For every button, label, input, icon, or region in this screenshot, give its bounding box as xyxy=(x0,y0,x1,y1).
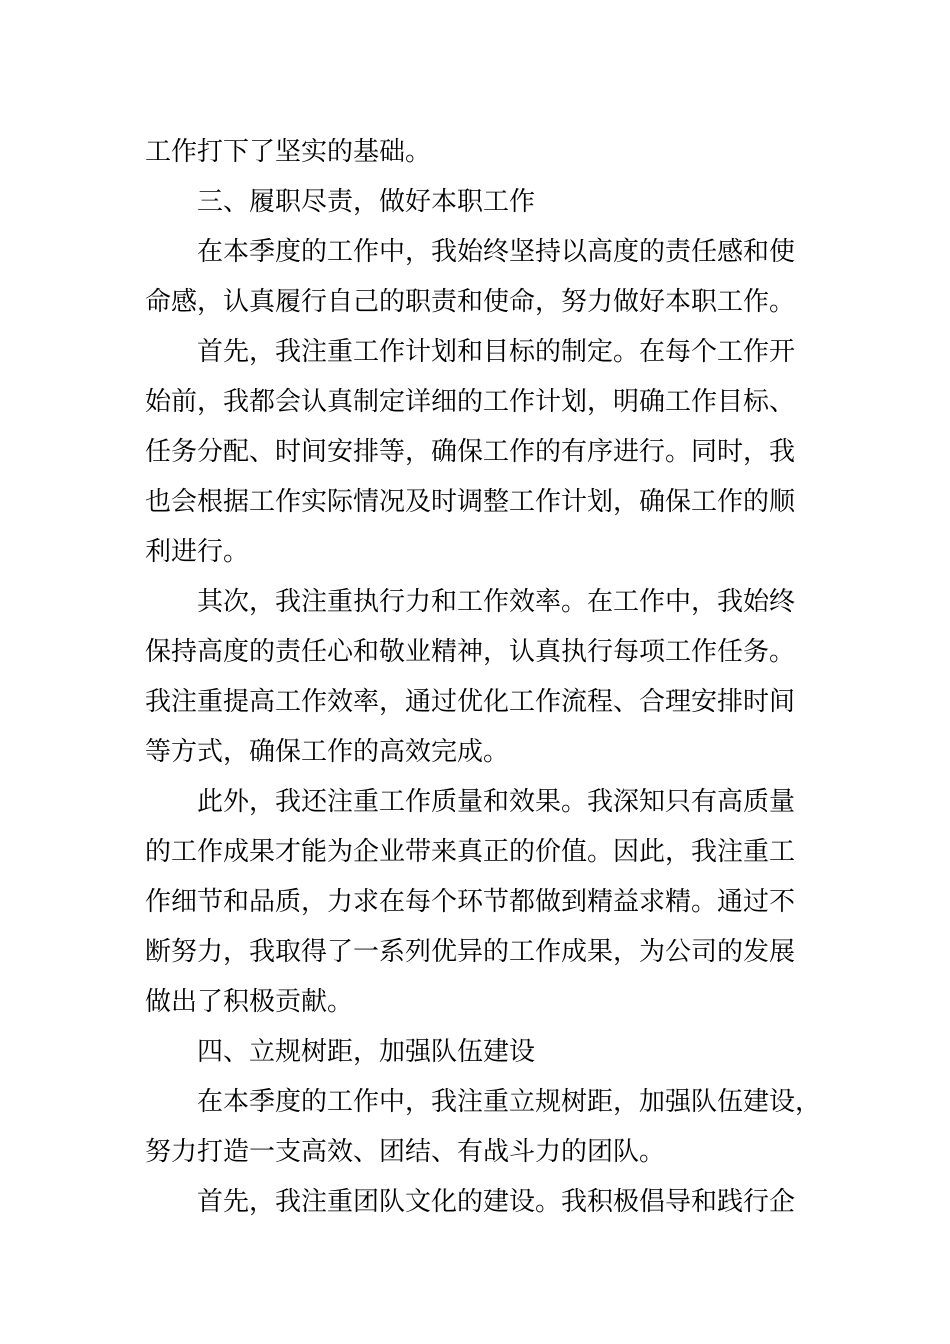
text-line: 任务分配、时间安排等，确保工作的有序进行。同时，我 xyxy=(145,437,796,467)
text-line: 首先，我注重工作计划和目标的制定。在每个工作开 xyxy=(197,337,796,367)
text-line: 也会根据工作实际情况及时调整工作计划，确保工作的顺 xyxy=(145,487,796,517)
text-line: 的工作成果才能为企业带来真正的价值。因此，我注重工 xyxy=(145,837,796,867)
document-body xyxy=(145,127,835,1227)
text-line: 命感，认真履行自己的职责和使命，努力做好本职工作。 xyxy=(145,287,796,317)
text-line: 其次，我注重执行力和工作效率。在工作中，我始终 xyxy=(197,587,796,617)
section-heading: 三、履职尽责，做好本职工作 xyxy=(197,187,536,217)
text-line: 断努力，我取得了一系列优异的工作成果，为公司的发展 xyxy=(145,937,796,967)
text-line: 首先，我注重团队文化的建设。我积极倡导和践行企 xyxy=(197,1187,796,1217)
text-line: 在本季度的工作中，我始终坚持以高度的责任感和使 xyxy=(197,237,796,267)
text-line: 努力打造一支高效、团结、有战斗力的团队。 xyxy=(145,1137,666,1167)
text-line: 我注重提高工作效率，通过优化工作流程、合理安排时间 xyxy=(145,687,796,717)
text-line: 等方式，确保工作的高效完成。 xyxy=(145,737,510,767)
text-line: 始前，我都会认真制定详细的工作计划，明确工作目标、 xyxy=(145,387,796,417)
text-line: 在本季度的工作中，我注重立规树距，加强队伍建设， xyxy=(197,1087,822,1117)
text-line: 利进行。 xyxy=(145,537,250,567)
text-line: 此外，我还注重工作质量和效果。我深知只有高质量 xyxy=(197,787,796,817)
text-line: 作细节和品质，力求在每个环节都做到精益求精。通过不 xyxy=(145,887,796,917)
section-heading: 四、立规树距，加强队伍建设 xyxy=(197,1037,536,1067)
text-line: 保持高度的责任心和敬业精神，认真执行每项工作任务。 xyxy=(145,637,796,667)
text-line: 工作打下了坚实的基础。 xyxy=(145,137,432,167)
text-line: 做出了积极贡献。 xyxy=(145,987,354,1017)
